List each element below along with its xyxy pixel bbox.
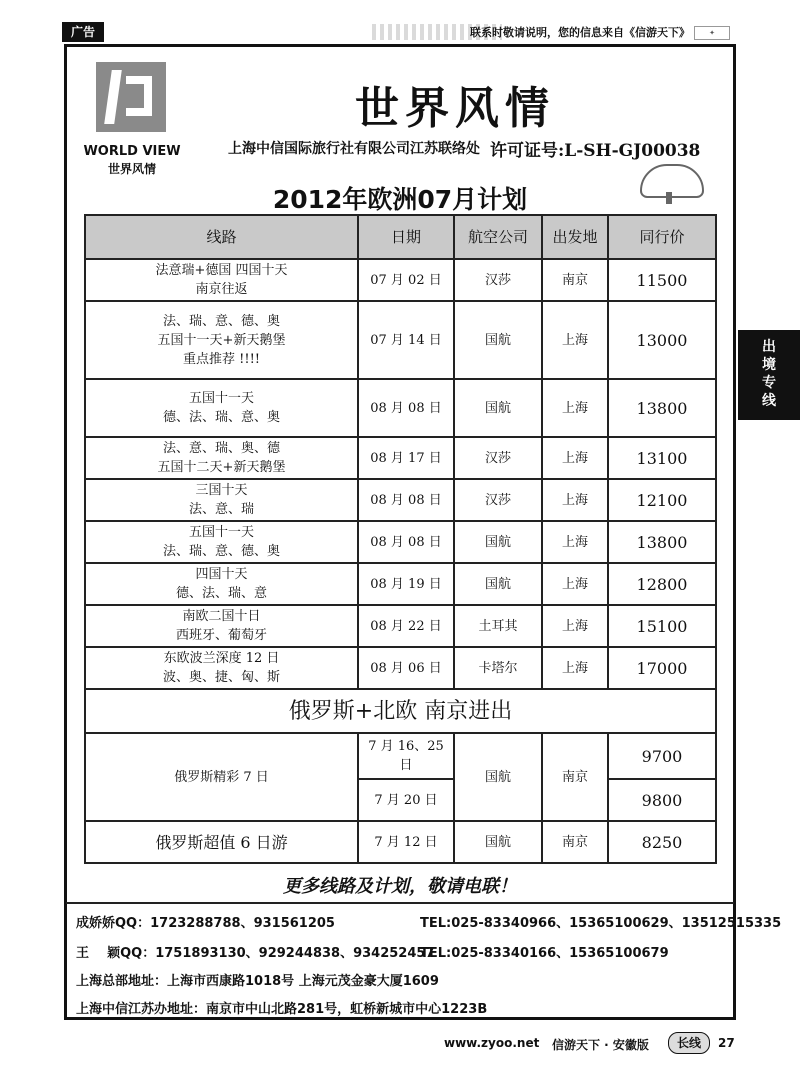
- publisher-logo-icon: ✦: [694, 26, 730, 40]
- table-row: [85, 605, 716, 647]
- col-header-airline: 航空公司: [454, 215, 542, 259]
- departure-cell: 南京: [542, 259, 608, 301]
- airline-cell: 国航: [454, 821, 542, 863]
- route-cell: 俄罗斯超值 6 日游: [85, 821, 358, 863]
- table-row: [85, 437, 716, 479]
- source-notice: 联系时敬请说明，您的信息来自《信游天下》: [470, 26, 690, 39]
- departure-cell: 上海: [542, 521, 608, 563]
- table-row: [85, 821, 716, 863]
- route-cell: 法、意、瑞、奥、德 五国十二天+新天鹅堡: [85, 437, 358, 479]
- contact-tel-1: TEL:025-83340966、15365100629、13512515335: [420, 916, 782, 931]
- airline-cell: 汉莎: [454, 259, 542, 301]
- footer-url: www.zyoo.net: [444, 1036, 540, 1050]
- itinerary-table: [84, 214, 717, 864]
- date-cell: 08 月 06 日: [358, 647, 454, 689]
- route-cell: 东欧波兰深度 12 日 波、奥、捷、匈、斯: [85, 647, 358, 689]
- table-row: [85, 301, 716, 379]
- departure-cell: 上海: [542, 605, 608, 647]
- divider: [66, 902, 734, 904]
- footer-section-pill: 长线: [668, 1032, 710, 1054]
- price-cell: 13800: [608, 379, 716, 437]
- price-cell: 13100: [608, 437, 716, 479]
- ad-label: 广告: [62, 22, 104, 42]
- date-cell: 7 月 16、25 日: [358, 733, 454, 779]
- contact-qq-1: 成娇娇QQ：1723288788、931561205: [76, 916, 335, 931]
- route-cell: 三国十天 法、意、瑞: [85, 479, 358, 521]
- company-name: 上海中信国际旅行社有限公司江苏联络处: [228, 141, 480, 157]
- departure-cell: 上海: [542, 301, 608, 379]
- airline-cell: 国航: [454, 301, 542, 379]
- license-number: 许可证号:L-SH-GJ00038: [490, 141, 701, 161]
- date-cell: 08 月 08 日: [358, 521, 454, 563]
- price-cell: 8250: [608, 821, 716, 863]
- route-cell: 南欧二国十日 西班牙、葡萄牙: [85, 605, 358, 647]
- date-cell: 08 月 08 日: [358, 379, 454, 437]
- departure-cell: 上海: [542, 479, 608, 521]
- airline-cell: 国航: [454, 521, 542, 563]
- plan-title: 2012年欧洲07月计划: [272, 185, 528, 214]
- outbound-tab: 出 境 专 线: [738, 330, 800, 420]
- page-number: 27: [718, 1036, 735, 1050]
- emblem-stem: [666, 192, 672, 204]
- airline-cell: 汉莎: [454, 437, 542, 479]
- date-cell: 07 月 14 日: [358, 301, 454, 379]
- logo-english-text: WORLD VIEW: [83, 144, 181, 159]
- airline-cell: 国航: [454, 733, 542, 821]
- departure-cell: 上海: [542, 563, 608, 605]
- departure-cell: 上海: [542, 647, 608, 689]
- table-row: [85, 379, 716, 437]
- route-cell: 法意瑞+德国 四国十天 南京往返: [85, 259, 358, 301]
- airline-cell: 汉莎: [454, 479, 542, 521]
- price-cell: 9800: [608, 779, 716, 821]
- section-title: 俄罗斯+北欧 南京进出: [85, 689, 716, 733]
- date-cell: 7 月 12 日: [358, 821, 454, 863]
- airline-cell: 土耳其: [454, 605, 542, 647]
- table-row: [85, 479, 716, 521]
- table-row: [85, 733, 716, 779]
- route-cell: 五国十一天 德、法、瑞、意、奥: [85, 379, 358, 437]
- price-cell: 17000: [608, 647, 716, 689]
- departure-cell: 上海: [542, 437, 608, 479]
- table-row: [85, 647, 716, 689]
- departure-cell: 南京: [542, 733, 608, 821]
- departure-cell: 南京: [542, 821, 608, 863]
- date-cell: 7 月 20 日: [358, 779, 454, 821]
- airline-cell: 国航: [454, 379, 542, 437]
- date-cell: 08 月 17 日: [358, 437, 454, 479]
- price-cell: 12800: [608, 563, 716, 605]
- route-cell: 五国十一天 法、瑞、意、德、奥: [85, 521, 358, 563]
- price-cell: 11500: [608, 259, 716, 301]
- hq-address: 上海总部地址：上海市西康路1018号 上海元茂金豪大厦1609: [76, 974, 439, 989]
- contact-tel-2: TEL:025-83340166、15365100679: [420, 946, 669, 961]
- top-strip: [62, 22, 730, 42]
- col-header-departure: 出发地: [542, 215, 608, 259]
- route-cell: 俄罗斯精彩 7 日: [85, 733, 358, 821]
- table-row: [85, 521, 716, 563]
- contact-qq-2: 王 颖QQ：1751893130、929244838、934252457: [76, 946, 435, 961]
- date-cell: 07 月 02 日: [358, 259, 454, 301]
- col-header-date: 日期: [358, 215, 454, 259]
- price-cell: 13800: [608, 521, 716, 563]
- route-cell: 法、瑞、意、德、奥 五国十一天+新天鹅堡 重点推荐 !!!!: [85, 301, 358, 379]
- price-cell: 12100: [608, 479, 716, 521]
- table-row: [85, 259, 716, 301]
- date-cell: 08 月 22 日: [358, 605, 454, 647]
- world-view-logo-icon: [96, 62, 166, 132]
- jiangsu-address: 上海中信江苏办地址：南京市中山北路281号，虹桥新城市中心1223B: [76, 1002, 488, 1017]
- price-cell: 13000: [608, 301, 716, 379]
- date-cell: 08 月 08 日: [358, 479, 454, 521]
- departure-cell: 上海: [542, 379, 608, 437]
- col-header-price: 同行价: [608, 215, 716, 259]
- route-cell: 四国十天 德、法、瑞、意: [85, 563, 358, 605]
- logo-chinese-text: 世界风情: [107, 162, 156, 176]
- date-cell: 08 月 19 日: [358, 563, 454, 605]
- airline-cell: 国航: [454, 563, 542, 605]
- footer-publication: 信游天下 · 安徽版: [552, 1038, 649, 1052]
- price-cell: 15100: [608, 605, 716, 647]
- brand-title: 世界风情: [355, 83, 555, 134]
- more-routes-text: 更多线路及计划，敬请电联！: [283, 876, 517, 897]
- airline-cell: 卡塔尔: [454, 647, 542, 689]
- price-cell: 9700: [608, 733, 716, 779]
- col-header-route: 线路: [85, 215, 358, 259]
- table-row: [85, 563, 716, 605]
- section-row: [85, 689, 716, 733]
- table-header-row: [85, 215, 716, 259]
